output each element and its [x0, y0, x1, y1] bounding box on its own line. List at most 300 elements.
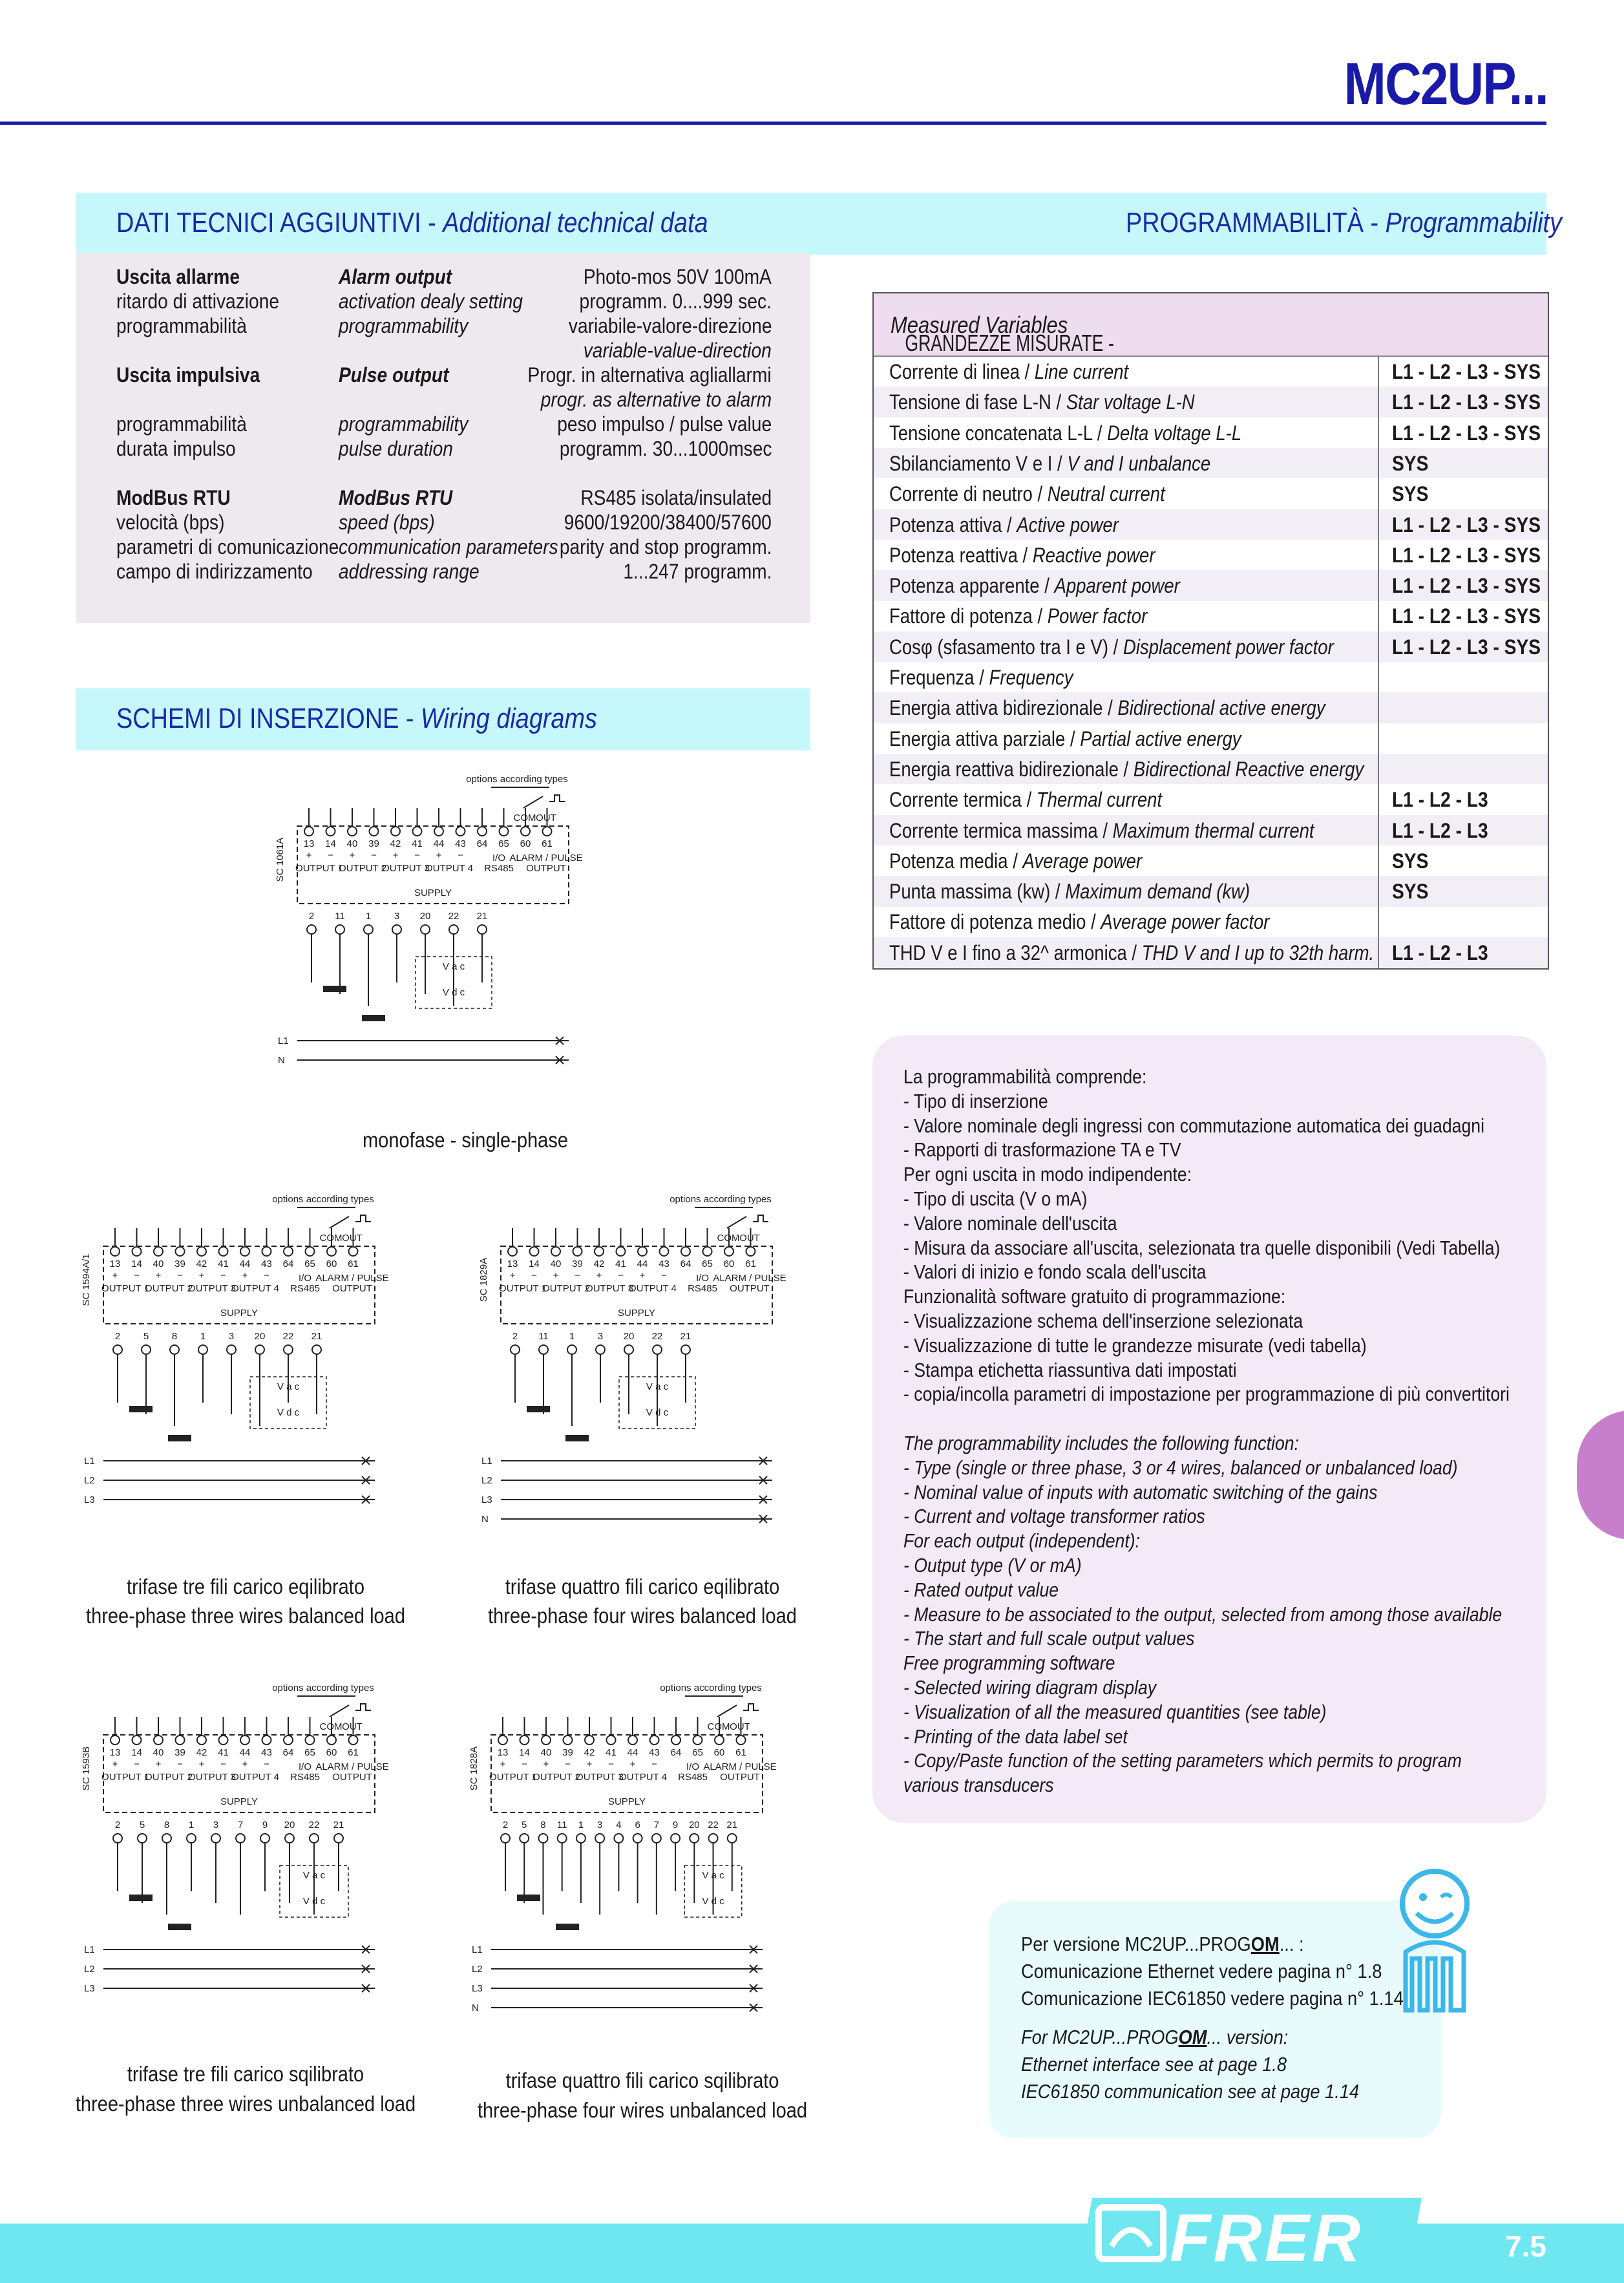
terminal-screw-icon — [392, 925, 401, 934]
terminal-number: 41 — [412, 838, 423, 849]
vdc-label: V d c — [302, 1896, 326, 1907]
tech-data-row — [76, 535, 810, 560]
variable-name-en: Delta voltage L-L — [1107, 421, 1242, 445]
prog-text-line: - Nominal value of inputs with automatic switching of the gains — [903, 1480, 1378, 1503]
variable-name-en: Bidirectional active energy — [1117, 696, 1325, 720]
terminal-screw-icon — [690, 1834, 699, 1843]
tech-data-row — [76, 560, 810, 584]
variable-name — [889, 819, 1314, 843]
supply-label: SUPPLY — [220, 1308, 258, 1319]
terminal-screw-icon — [573, 1247, 582, 1256]
vdc-label: V d c — [646, 1407, 669, 1418]
diagram-code: SC 1061A — [275, 837, 286, 882]
caption-four-wire-unbalanced-en: three-phase four wires unbalanced load — [477, 2098, 808, 2122]
tech-data-label-en: addressing range — [339, 560, 480, 583]
terminal-number: 64 — [670, 1747, 682, 1758]
output-label: OUTPUT 2 — [145, 1772, 193, 1783]
terminal-screw-icon — [364, 925, 373, 934]
terminal-number: 1 — [188, 1820, 195, 1831]
terminal-screw-icon — [197, 1736, 206, 1745]
version-note-box — [989, 1900, 1441, 2138]
variable-name-it: Corrente termica massima / — [889, 818, 1113, 842]
current-transformer-icon — [362, 1015, 385, 1021]
variable-name-en: Thermal current — [1036, 788, 1163, 812]
current-transformer-icon — [565, 1435, 589, 1441]
terminal-number: 40 — [540, 1747, 552, 1758]
tech-data-row — [76, 511, 810, 535]
tech-data-row — [76, 363, 810, 388]
diagram-code: SC 1828A — [469, 1746, 480, 1791]
output-label: OUTPUT 1 — [101, 1772, 149, 1783]
side-tab-marker — [1577, 1410, 1624, 1540]
output-label: OUTPUT 4 — [231, 1283, 279, 1294]
variable-name-it: Corrente di neutro / — [889, 482, 1048, 506]
terminal-screw-icon — [227, 1345, 236, 1354]
page-number: 7.5 — [1505, 2229, 1546, 2263]
terminal-polarity: + — [198, 1759, 205, 1770]
terminal-screw-icon — [511, 1345, 520, 1354]
terminal-number: 60 — [713, 1747, 725, 1758]
output-label: OUTPUT 2 — [542, 1283, 590, 1294]
tech-data-row — [76, 265, 810, 290]
terminal-polarity: − — [651, 1759, 657, 1770]
terminal-screw-icon — [520, 1834, 529, 1843]
terminal-screw-icon — [596, 1345, 605, 1354]
prog-text-line: - Valore nominale degli ingressi con commutazione automatica dei guadagni — [903, 1114, 1485, 1137]
terminal-number: 43 — [261, 1747, 272, 1758]
variable-name-en: THD V and I up to 32th harm. — [1141, 940, 1375, 964]
tech-data-value: variable-value-direction — [583, 339, 772, 362]
terminal-screw-icon — [349, 1736, 358, 1745]
output-label: OUTPUT 3 — [382, 863, 430, 874]
terminal-polarity: + — [112, 1759, 118, 1770]
terminal-number: 3 — [596, 1820, 603, 1831]
tech-data-label-it: ModBus RTU — [116, 486, 231, 509]
com-label: COM — [513, 812, 536, 823]
version-line-5: Ethernet interface see at page 1.8 — [1021, 2053, 1287, 2076]
terminal-screw-icon — [501, 1834, 510, 1843]
prog-text-line: Per ogni uscita in modo indipendente: — [903, 1163, 1192, 1186]
variable-name — [889, 727, 1241, 751]
current-transformer-icon — [129, 1406, 153, 1412]
tech-data-label-it: campo di indirizzamento — [116, 560, 313, 583]
terminal-screw-icon — [391, 827, 400, 836]
terminal-polarity: − — [565, 1759, 571, 1770]
variable-name-it: Fattore di potenza medio / — [889, 910, 1101, 934]
tech-data-label-it: velocità (bps) — [116, 511, 225, 534]
version-line-6: IEC61850 communication see at page 1.14 — [1021, 2080, 1360, 2103]
terminal-screw-icon — [456, 827, 465, 836]
variable-name-it: Cosφ (sfasamento tra I e V) / — [889, 635, 1123, 659]
output-label: OUTPUT 2 — [145, 1283, 193, 1294]
terminal-polarity: − — [458, 850, 463, 861]
wiring-diagram-four-wire-unbalanced — [446, 1678, 827, 2066]
terminal-screw-icon — [255, 1345, 264, 1354]
measured-variables-table — [872, 292, 1549, 970]
version-line-3: Comunicazione IEC61850 vedere pagina n° 1.14 — [1021, 1987, 1404, 2010]
terminal-number: 42 — [196, 1258, 207, 1269]
tech-data-label-en: pulse duration — [339, 437, 453, 460]
terminal-screw-icon — [370, 827, 379, 836]
terminal-number: 8 — [171, 1331, 178, 1342]
vdc-label: V d c — [702, 1896, 724, 1907]
variable-name-en: Power factor — [1047, 604, 1148, 628]
prog-text-line: The programmability includes the following function: — [903, 1432, 1300, 1454]
variable-name-en: Maximum demand (kw) — [1065, 880, 1250, 904]
caption-three-wire-unbalanced-it: trifase tre fili carico sqilibrato — [127, 2062, 364, 2086]
measured-table-header: GRANDEZZE MISURATE - Measured Variables — [874, 293, 1548, 357]
alarm-pulse-label: ALARM / PULSE — [703, 1761, 777, 1772]
line-label: L2 — [84, 1475, 95, 1486]
terminal-number: 20 — [419, 911, 431, 922]
terminal-screw-icon — [567, 1345, 576, 1354]
terminal-number: 1 — [578, 1820, 584, 1831]
prog-text-line: Funzionalità software gratuito di programmazione: — [903, 1285, 1286, 1308]
variable-name-it: Potenza media / — [889, 849, 1023, 873]
table-row — [874, 509, 1548, 540]
variable-scope: L1 - L2 - L3 — [1392, 940, 1488, 964]
variable-name-it: Tensione concatenata L-L / — [889, 421, 1108, 445]
terminal-screw-icon — [624, 1345, 633, 1354]
terminal-number: 4 — [616, 1820, 622, 1831]
terminal-polarity: − — [575, 1270, 580, 1281]
options-label: options according types — [670, 1194, 772, 1205]
terminal-polarity: − — [531, 1270, 537, 1281]
prog-text-line: - Rated output value — [903, 1578, 1059, 1601]
table-row — [874, 937, 1548, 968]
terminal-number: 39 — [562, 1747, 573, 1758]
out-label: OUT — [342, 1233, 363, 1244]
prog-text-line: La programmabilità comprende: — [903, 1065, 1147, 1088]
terminal-screw-icon — [652, 1834, 661, 1843]
terminal-screw-icon — [154, 1736, 163, 1745]
smiley-figure-icon — [1389, 1868, 1480, 2017]
terminal-number: 22 — [651, 1331, 663, 1342]
terminal-number: 39 — [572, 1258, 583, 1269]
terminal-polarity: − — [220, 1270, 226, 1281]
variable-scope: SYS — [1392, 451, 1429, 475]
terminal-screw-icon — [335, 925, 344, 934]
tech-data-label-en: speed (bps) — [339, 511, 435, 534]
prog-section-title: PROGRAMMABILITÀ - Programmability — [1126, 207, 1562, 239]
variable-name-en: Bidirectional Reactive energy — [1133, 757, 1364, 781]
terminal-screw-icon — [334, 1834, 343, 1843]
terminal-number: 6 — [635, 1820, 640, 1831]
terminal-screw-icon — [595, 1247, 604, 1256]
terminal-number: 1 — [569, 1331, 575, 1342]
terminal-polarity: + — [629, 1759, 636, 1770]
variable-name — [889, 910, 1269, 934]
terminal-number: 60 — [520, 838, 531, 849]
output-label: OUTPUT 1 — [489, 1772, 537, 1783]
table-row — [874, 632, 1548, 663]
terminal-number: 61 — [348, 1747, 359, 1758]
terminal-screw-icon — [236, 1834, 245, 1843]
variable-name — [889, 390, 1195, 414]
terminal-number: 61 — [745, 1258, 756, 1269]
io-label: I/O — [298, 1273, 312, 1284]
terminal-screw-icon — [539, 1345, 548, 1354]
prog-text-line: Free programming software — [903, 1651, 1115, 1675]
terminal-screw-icon — [260, 1834, 269, 1843]
vac-label: V a c — [277, 1381, 300, 1392]
terminal-number: 14 — [131, 1747, 142, 1758]
terminal-screw-icon — [240, 1736, 249, 1745]
terminal-screw-icon — [262, 1247, 271, 1256]
variable-name-en: Star voltage L-N — [1066, 390, 1195, 414]
terminal-number: 5 — [139, 1820, 145, 1831]
terminal-number: 39 — [174, 1258, 185, 1269]
tech-data-row — [76, 388, 810, 412]
relay-switch-icon — [523, 795, 565, 808]
wiring-diagram-four-wire-balanced — [462, 1189, 824, 1571]
tech-data-label-en: activation dealy setting — [339, 290, 523, 313]
terminal-number: 44 — [433, 838, 445, 849]
terminal-screw-icon — [614, 1834, 623, 1843]
terminal-number: 13 — [497, 1747, 509, 1758]
io-label: I/O — [492, 853, 506, 864]
version-line-2: Comunicazione Ethernet vedere pagina n° 1.8 — [1021, 1960, 1382, 1982]
table-row — [874, 448, 1548, 479]
terminal-number: 44 — [239, 1258, 251, 1269]
terminal-screw-icon — [306, 1736, 315, 1745]
terminal-number: 2 — [114, 1820, 121, 1831]
terminal-number: 13 — [109, 1258, 121, 1269]
tech-data-value: RS485 isolata/insulated — [580, 486, 772, 509]
variable-name — [889, 574, 1180, 598]
terminal-screw-icon — [500, 827, 509, 836]
output-group-label: OUTPUT — [332, 1772, 372, 1783]
tech-data-value: progr. as alternative to alarm — [540, 388, 772, 411]
terminal-screw-icon — [348, 827, 357, 836]
terminal-number: 20 — [284, 1820, 295, 1831]
terminal-screw-icon — [724, 1247, 733, 1256]
out-label: OUT — [739, 1233, 760, 1244]
terminal-number: 9 — [672, 1820, 679, 1831]
variable-name — [889, 849, 1142, 873]
output-group-label: OUTPUT — [720, 1772, 760, 1783]
tech-data-label-it: programmabilità — [116, 314, 247, 337]
prog-text-line: - Current and voltage transformer ratios — [903, 1505, 1205, 1528]
prog-text-line: - Visualization of all the measured quantities (see table) — [903, 1700, 1327, 1723]
terminal-screw-icon — [138, 1834, 147, 1843]
com-label: COM — [319, 1721, 343, 1732]
caption-four-wire-balanced-it: trifase quattro fili carico eqilibrato — [505, 1575, 780, 1598]
rs485-label: RS485 — [484, 863, 514, 874]
vac-label: V a c — [302, 1870, 326, 1881]
vac-label: V a c — [702, 1870, 724, 1881]
variable-name-it: Potenza reattiva / — [889, 543, 1033, 567]
variable-name-en: Maximum thermal current — [1112, 818, 1314, 842]
terminal-polarity: + — [596, 1270, 602, 1281]
current-transformer-icon — [323, 986, 346, 992]
terminal-number: 20 — [623, 1331, 635, 1342]
variable-name — [889, 666, 1073, 690]
variable-scope: SYS — [1392, 880, 1429, 904]
rs485-label: RS485 — [290, 1772, 320, 1783]
terminal-number: 3 — [213, 1820, 219, 1831]
line-label: L1 — [278, 1035, 289, 1046]
variable-name — [889, 758, 1364, 781]
terminal-screw-icon — [211, 1834, 220, 1843]
terminal-polarity: − — [608, 1759, 614, 1770]
variable-name-it: Corrente di linea / — [889, 360, 1035, 383]
terminal-polarity: − — [414, 850, 420, 861]
terminal-number: 40 — [153, 1747, 164, 1758]
terminal-polarity: − — [134, 1759, 140, 1770]
line-label: L2 — [84, 1964, 95, 1975]
variable-scope: SYS — [1392, 849, 1429, 873]
terminal-number: 14 — [325, 838, 336, 849]
header-rule — [0, 122, 1546, 125]
terminal-screw-icon — [284, 1247, 293, 1256]
variable-name — [889, 880, 1250, 904]
terminal-number: 1 — [200, 1331, 206, 1342]
terminal-number: 39 — [368, 838, 379, 849]
table-row — [874, 418, 1548, 449]
output-label: OUTPUT 3 — [188, 1772, 236, 1783]
tech-data-row — [76, 290, 810, 314]
terminal-screw-icon — [413, 827, 422, 836]
diagram-code: SC 1594A/1 — [81, 1253, 92, 1306]
terminal-screw-icon — [498, 1736, 507, 1745]
prog-text-line: - Tipo di inserzione — [903, 1089, 1048, 1112]
terminal-number: 43 — [649, 1747, 660, 1758]
alarm-pulse-label: ALARM / PULSE — [713, 1273, 786, 1284]
output-label: OUTPUT 2 — [533, 1772, 580, 1783]
terminal-polarity: − — [264, 1759, 269, 1770]
terminal-number: 61 — [348, 1258, 359, 1269]
supply-label: SUPPLY — [617, 1308, 656, 1319]
terminal-number: 41 — [606, 1747, 617, 1758]
terminal-polarity: − — [661, 1270, 667, 1281]
terminal-number: 21 — [311, 1331, 322, 1342]
terminal-number: 5 — [143, 1331, 149, 1342]
terminal-number: 13 — [109, 1747, 121, 1758]
terminal-screw-icon — [693, 1736, 702, 1745]
table-row — [874, 692, 1548, 723]
variable-name-it: Tensione di fase L-N / — [889, 390, 1066, 414]
table-row — [874, 662, 1548, 693]
vdc-label: V d c — [442, 987, 465, 998]
vdc-label: V d c — [277, 1407, 300, 1418]
out-label: OUT — [536, 812, 556, 823]
caption-four-wire-balanced-en: three-phase four wires balanced load — [488, 1604, 797, 1628]
wiring-diagram-single-phase — [271, 769, 659, 1125]
current-transformer-icon — [527, 1406, 550, 1412]
terminal-number: 14 — [519, 1747, 530, 1758]
line-label: L2 — [481, 1475, 492, 1486]
variable-name-it: Potenza attiva / — [889, 513, 1017, 536]
terminal-number: 64 — [680, 1258, 691, 1269]
output-label: OUTPUT 2 — [339, 863, 386, 874]
tech-data-label-en: programmability — [339, 412, 469, 436]
variable-name-it: Fattore di potenza / — [889, 604, 1048, 628]
tech-data-panel — [76, 253, 810, 623]
terminal-screw-icon — [508, 1247, 517, 1256]
terminal-screw-icon — [478, 925, 487, 934]
terminal-number: 8 — [163, 1820, 170, 1831]
tech-data-value: 9600/19200/38400/57600 — [564, 511, 772, 534]
tech-data-label-en: ModBus RTU — [339, 486, 453, 509]
terminal-screw-icon — [113, 1345, 122, 1354]
tech-data-label-en: Pulse output — [339, 363, 449, 387]
line-label: L3 — [481, 1494, 492, 1505]
wiring-diagram-three-wire-unbalanced — [71, 1678, 420, 2040]
variable-name — [889, 635, 1334, 659]
terminal-polarity: − — [177, 1270, 183, 1281]
rs485-label: RS485 — [290, 1283, 320, 1294]
options-label: options according types — [272, 1194, 374, 1205]
prog-text-line: various transducers — [903, 1774, 1054, 1797]
tech-data-label-it: Uscita impulsiva — [116, 363, 260, 387]
terminal-screw-icon — [709, 1834, 718, 1843]
tech-section-title: DATI TECNICI AGGIUNTIVI - Additional technical data — [116, 207, 708, 239]
alarm-pulse-label: ALARM / PULSE — [315, 1273, 389, 1284]
terminal-number: 14 — [529, 1258, 540, 1269]
terminal-screw-icon — [530, 1247, 539, 1256]
variable-scope: L1 - L2 - L3 — [1392, 818, 1488, 842]
terminal-screw-icon — [617, 1247, 626, 1256]
terminal-screw-icon — [306, 1247, 315, 1256]
table-row — [874, 723, 1548, 754]
terminal-number: 42 — [390, 838, 401, 849]
com-label: COM — [717, 1233, 740, 1244]
prog-text-line: - Valore nominale dell'uscita — [903, 1211, 1117, 1235]
variable-name-it: Corrente termica / — [889, 788, 1037, 812]
terminal-number: 65 — [702, 1258, 713, 1269]
output-label: OUTPUT 4 — [425, 863, 473, 874]
terminal-number: 65 — [498, 838, 509, 849]
terminal-screw-icon — [449, 925, 458, 934]
out-label: OUT — [730, 1721, 750, 1732]
tech-data-label-en: communication parameters — [339, 535, 558, 558]
terminal-number: 44 — [627, 1747, 638, 1758]
terminal-screw-icon — [633, 1834, 642, 1843]
variable-name-it: Frequenza / — [889, 666, 989, 689]
terminal-polarity: − — [522, 1759, 527, 1770]
terminal-number: 8 — [540, 1820, 546, 1831]
tech-data-row — [76, 314, 810, 339]
variable-name-it: Energia attiva parziale / — [889, 727, 1081, 750]
terminal-screw-icon — [542, 1736, 551, 1745]
terminal-number: 41 — [615, 1258, 626, 1269]
terminal-number: 21 — [333, 1820, 344, 1831]
terminal-number: 1 — [365, 911, 372, 922]
terminal-screw-icon — [327, 1736, 336, 1745]
terminal-number: 11 — [335, 911, 345, 922]
terminal-screw-icon — [520, 1736, 529, 1745]
terminal-polarity: + — [242, 1270, 248, 1281]
com-label: COM — [707, 1721, 730, 1732]
terminal-screw-icon — [162, 1834, 171, 1843]
variable-scope: SYS — [1392, 482, 1429, 506]
supply-label: SUPPLY — [607, 1796, 646, 1807]
terminal-screw-icon — [219, 1736, 228, 1745]
terminal-number: 7 — [653, 1820, 660, 1831]
diagram-code: SC 1593B — [81, 1746, 92, 1791]
table-row — [874, 540, 1548, 571]
terminal-screw-icon — [628, 1736, 637, 1745]
variable-name — [889, 941, 1374, 965]
prog-text-line: - The start and full scale output values — [903, 1627, 1195, 1650]
line-label: L3 — [472, 1983, 483, 1994]
terminal-screw-icon — [198, 1345, 207, 1354]
variable-name-en: Line current — [1034, 360, 1129, 383]
terminal-polarity: + — [500, 1759, 506, 1770]
variable-scope: L1 - L2 - L3 - SYS — [1392, 360, 1541, 383]
terminal-polarity: + — [155, 1759, 162, 1770]
